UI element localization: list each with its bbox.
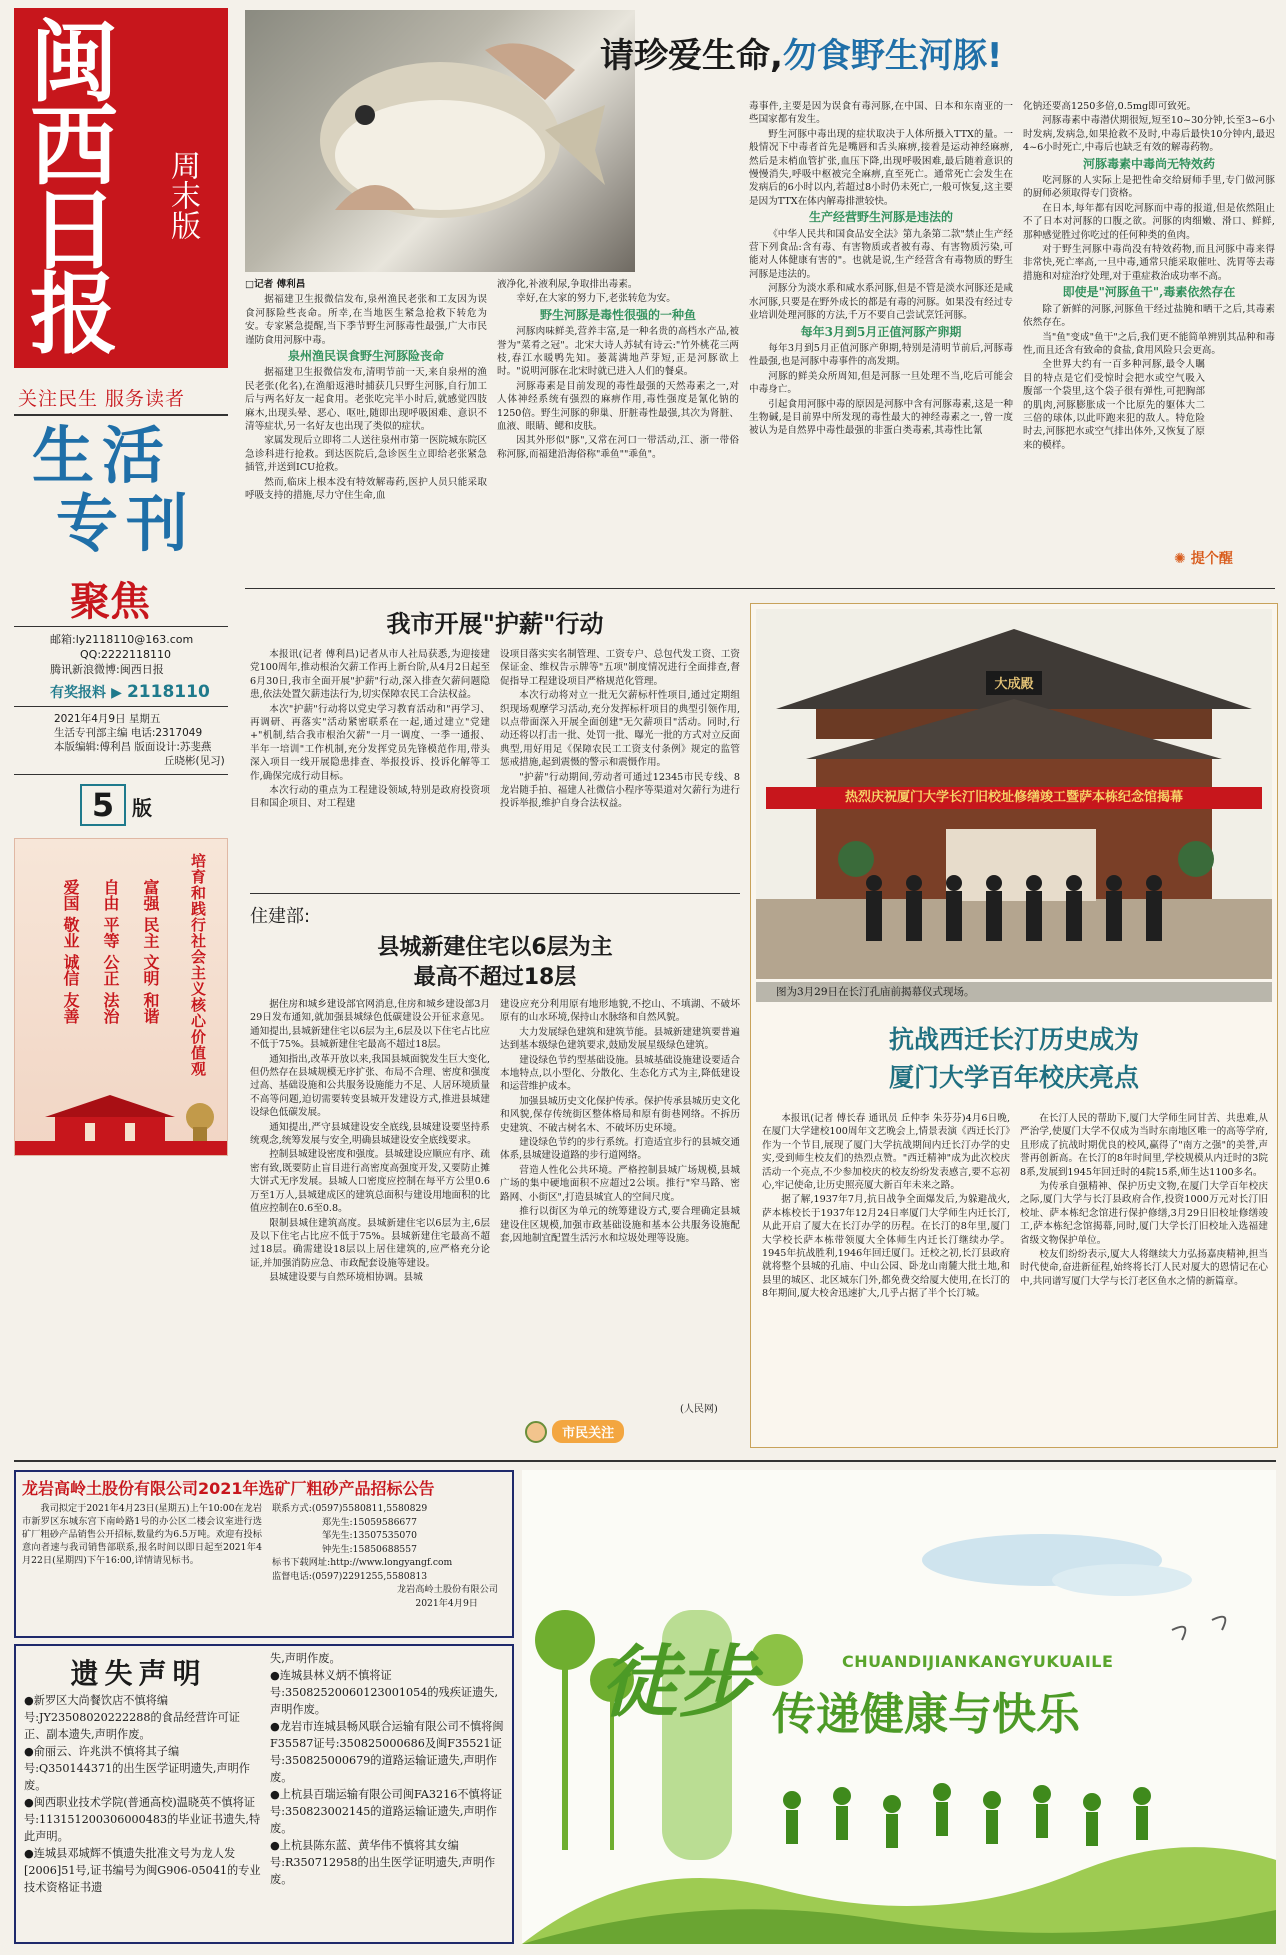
housing-col1-p2: 通知指出,改革开放以来,我国县城面貌发生巨大变化,但仍然存在县城规模无序扩张、布局不合理、密度和强度过高、基础设施和公共服务设施能力不足、人居环境质量不高等问题,迫切需要转变县城开发建设方式,推进县城建设绿色低碳发展。 [250,1053,490,1119]
xiamen-col2-p2: 为传承自强精神、保护历史文物,在厦门大学百年校庆之际,厦门大学与长汀县政府合作,投资1000万元对长汀旧校址、萨本栋纪念馆进行保护修缮,3月29日旧校址修缮竣工,萨本栋纪念馆揭幕,同时,厦门大学长汀旧校址入选福建省级文物保护单位。 [1020,1181,1268,1246]
slogan: 关注民生 服务读者 [18,388,186,410]
tender-contact [272,1502,508,1610]
puffer-headline-b: 勿食野生河豚! [782,36,1003,76]
core-values-col-3: 爱国 敬业 诚信 友善 [61,879,80,1024]
puffer-col4-p1: 化钠还要高1250多倍,0.5mg即可致死。 [1023,101,1197,112]
protect-bottom-rule [250,893,740,894]
xiamen-col2-p1: 在长汀人民的帮助下,厦门大学师生同甘苦、共患难,从严治学,使厦门大学不仅成为当时东南地区唯一的高等学府,且形成了抗战时期优良的校风,赢得了"南方之强"的美誉,声誉再创新高。在长汀的8年时间里,学校规模从内迁时的3院8系,发展到1945年回迁时的4院15系,师生达1100多名。 [1020,1113,1268,1178]
issue-info [54,712,234,768]
housing-title-2: 最高不超过18层 [413,965,577,990]
lost-item-8: ●上杭县百瑞运输有限公司闽FA3216不慎将证号:350823002145的道路运输证遗失,声明作废。 [270,1788,503,1835]
lost-item-3: ●闽西职业技术学院(普通高校)温晓英不慎将证号:113151200306000483的毕业证书遗失,特此声明。 [24,1796,261,1843]
core-values-col-1: 富强 民主 文明 和谐 [141,879,160,1024]
tender-person-2: 邹先生:13507535070 [322,1530,417,1541]
proofreader: 丘晓彬(见习) [164,755,225,767]
ad-slogan: 传递健康与快乐 [772,1689,1080,1740]
tender-date: 2021年4月9日 [415,1597,478,1609]
tender-site-link[interactable]: http://www.longyangf.com [330,1557,453,1568]
hotline-number: 2118110 [126,682,210,702]
puffer-subhead-2: 野生河豚是毒性很强的一种鱼 [539,307,696,322]
tender-title: 龙岩高岭土股份有限公司2021年选矿厂粗砂产品招标公告 [22,1479,435,1498]
puffer-col-1 [245,278,487,578]
core-values-title: 培育和践行社会主义核心价值观 [189,853,207,1077]
protect-col2-p1: 设项目落实实名制管理、工资专户、总包代发工资、工资保证金、维权告示牌等"五项"制度情况进行全面排查,督促指导工程建设项目严格规范化管理。 [500,649,740,687]
attendees-row [866,871,1166,941]
puffer-col1b-p1: 据福建卫生报微信发布,清明节前一天,来自泉州的渔民老张(化名),在渔船返港时捕获几只野生河豚,自行加工后与两名好友一起食用。老张吃完半小时后,就感觉四肢麻木,出现头晕、恶心、呕吐,随即出现呼吸困难、意识不清等症状,另一名好友也出现了类似的症状。 [245,367,487,433]
email: 邮箱:ly2118110@163.com [50,633,194,646]
special-title [32,419,232,560]
housing-col2-p6: 营造人性化公共环境。严格控制县城广场规模,县城广场的集中硬地面积不应超过2公顷。推行"窄马路、密路网、小街区",打造县城宜人的空间尺度。 [500,1164,740,1203]
housing-col2-p5: 建设绿色节约的步行系统。打造适宜步行的县城交通体系,县城建设道路的步行道网络。 [500,1137,740,1162]
housing-col2-p3: 建设绿色节约型基础设施。县城基础设施建设要适合本地特点,以小型化、分散化、生态化方式为主,降低建设和运营维护成本。 [500,1054,740,1093]
puffer-subhead-6: 即使是"河豚鱼干",毒素依然存在 [1062,285,1236,300]
core-values-col-2: 自由 平等 公正 法治 [101,879,120,1024]
ad-pinyin: CHUANDIJIANKANGYUKUAILE [842,1652,1114,1671]
puffer-col-4 [1023,100,1275,578]
section-rule [14,626,228,627]
lost-item-6: ●连城县林义炳不慎将证号:35082520060123001054的残疾证遗失,声明作废。 [270,1669,498,1716]
slogan-rule [14,414,228,416]
tiananmen-illustration [15,1087,228,1156]
tender-body: 我司拟定于2021年4月23日(星期五)上午10:00在龙岩市新罗区东城东宫下南岭路1号的办公区二楼会议室进行选矿厂粗砂产品销售公开招标,数量约为6.5万吨。欢迎有投标意向者速与我司销售部联系,报名时间以即日起至2021年4月22日(星期四)下午16:00,详情请见标书。 [22,1503,262,1566]
title-char-3: 日 [30,178,119,282]
housing-col-1 [250,998,490,1446]
tender-contact-phone: (0597)5580811,5580829 [311,1503,428,1514]
puffer-byline: □记者 傅利昌 [245,279,306,290]
housing-source: (人民网) [680,1404,718,1415]
masthead [0,0,240,1160]
issue-date: 2021年4月9日 星期五 [54,713,161,725]
info-rule [14,706,228,707]
housing-kicker: 住建部: [250,906,311,927]
xiamen-title-1: 抗战西迁长汀历史成为 [888,1025,1139,1054]
hotline-label: 有奖报料 [50,685,106,701]
tender-supervision: 监督电话:(0597)2291255,5580813 [272,1570,428,1582]
protect-col-1 [250,648,490,880]
attendees-illustration [866,871,1166,941]
tender-person-1: 郑先生:15059586677 [322,1516,417,1528]
tender-site-label: 标书下载网址: [272,1557,331,1568]
puffer-col2b-p2: 河豚毒素是目前发现的毒性最强的天然毒素之一,对人体神经系统有强烈的麻痹作用,毒性强度是氰化钠的1250倍。野生河豚的卵巢、肝脏毒性最强,其次为肾脏、血液、眼睛、鳃和皮肤。 [497,380,739,433]
core-values-box [14,838,228,1156]
special-char-3: 专 [56,487,119,560]
editor: 本版编辑:傅利昌 [54,741,132,753]
housing-title-1: 县城新建住宅以6层为主 [377,935,613,960]
housing-col1-p5: 限制县城住建筑高度。县城新建住宅以6层为主,6层及以下住宅占比应不低于75%。县城新建住宅最高不超过18层。确需建设18层以上居住建筑的,应严格充分论证,并加强消防应急、市政配套设施等建设。 [250,1217,490,1269]
puffer-col4b-p2: 在日本,每年都有因吃河豚而中毒的报道,但是依然阻止不了日本对河豚的口腹之欲。河豚的肉细嫩、滑口、鲜鲜,那种感觉胜过你吃过的任何种类的鱼肉。 [1023,202,1275,241]
puffer-col3c-p1: 每年3月到5月正值河豚产卵期,特别是清明节前后,河豚毒性最强,也是河豚中毒事件的高发期。 [749,342,1013,368]
puffer-col1b-p2: 家属发现后立即将二人送往泉州市第一医院城东院区急诊科进行抢救。到达医院后,急诊医生立即给老张紧急插管,并送到ICU抢救。 [245,435,487,474]
puffer-col3c-p3: 引起食用河豚中毒的原因是河豚中含有河豚毒素,这是一种生物碱,是目前界中所发现的毒性最大的神经毒素之一,曾一度被认为是自然界中毒性最强的非蛋白类毒素,其毒性比氰 [749,398,1013,437]
puffer-col4c-p2: 当"鱼"变成"鱼干"之后,我们更不能简单辨别其品种和毒性,而且还含有致命的食盐,食用风险只会更高。 [1023,331,1275,356]
pufferfish-illustration [245,10,635,272]
lost-item-7: ●龙岩市连城县畅风联合运输有限公司不慎将闽F35587证号:350825000686及闽F35521证号:350825000679的道路运输证遗失,声明作废。 [270,1720,504,1784]
lost-col-1 [24,1692,262,1942]
page-number: 5 [91,786,115,824]
housing-col1-p4: 控制县城建设密度和强度。县城建设应顺应有序、疏密有致,既要防止盲目进行高密度高强度开发,又要防止摊大饼式无序发展。县城人口密度应控制在每平方公里0.6万至1万人,县城建成区的建筑总面积与建设用地面积的比值应控制在0.6至0.8。 [250,1149,490,1215]
xiamen-col-2 [1020,1112,1268,1442]
xiamen-col1-p1: 本报讯(记者 傅长春 通讯员 丘仲李 朱芬芬)4月6日晚,在厦门大学建校100周年文艺晚会上,情景表演《西迁长汀》作为一个节目,展现了厦门大学抗战期间内迁长汀办学的史实,受到师生校友们的热烈点赞。"西迁精神"成为此次校庆活动一个亮点,不少参加校庆的校友纷纷发表感言,要不忘初心,牢记使命,让历史照亮厦大新百年未来之路。 [762,1113,1010,1192]
protect-col2-p3: "护薪"行动期间,劳动者可通过12345市民专线、8龙岩随手拍、福建人社微信小程序等渠道对欠薪行为进行投诉举报,维护自身合法权益。 [500,771,740,810]
page-rule-top [14,774,228,775]
hotline-arrow-icon: ▶ [111,685,122,701]
puffer-col4b-p3: 对于野生河豚中毒尚没有特效药物,而且河豚中毒来得非常快,死亡率高,一旦中毒,通常只能采取催吐、洗胃等去毒措施和对症治疗处理,对于重症救治成功率不高。 [1023,244,1275,282]
section-label: 聚焦 [70,579,150,625]
lost-item-4: ●连城县邓城辉不慎遗失批准文号为龙人发[2006]51号,证书编号为闽G906-05041的专业技术资格证书遗 [24,1847,261,1894]
puffer-col2-p1: 液净化,补液利尿,争取排出毒素。 [497,279,638,290]
puffer-col2b-p1: 河豚肉味鲜美,营养丰富,是一种名贵的高档水产品,被誉为"菜肴之冠"。北宋大诗人苏轼有诗云:"竹外桃花三两枝,春江水暖鸭先知。蒌蒿满地芦芽短,正是河豚欲上时。"说明河豚在北宋时就已进入人们的餐桌。 [497,326,739,378]
title-char-1: 闽 [30,10,119,114]
page-label: 版 [132,796,152,820]
housing-col1-p1: 据住房和城乡建设部官网消息,住房和城乡建设部3月29日发布通知,就加强县城绿色低碳建设公开征求意见。通知提出,县城新建住宅以6层为主,6层及以下住宅占比应不低于75%。县城新建住宅最高不超过18层。 [250,999,490,1051]
puffer-col3c-p2: 河豚的鲜美众所周知,但是河豚一旦处理不当,吃后可能会中毒身亡。 [749,370,1013,396]
puffer-col2-p2: 幸好,在大家的努力下,老张转危为安。 [516,293,676,305]
protect-title: 我市开展"护薪"行动 [386,610,604,638]
ceremony-banner: 热烈庆祝厦门大学长汀旧校址修缮竣工暨萨本栋纪念馆揭幕 [766,787,1262,809]
xiamen-caption: 图为3月29日在长汀孔庙前揭幕仪式现场。 [756,982,1272,1002]
protect-col1-p1: 本报讯(记者 傅利昌)记者从市人社局获悉,为迎接建党100周年,推动根治欠薪工作再上新台阶,从4月2日起至6月30日,我市全面开展"护薪"行动,深入排查欠薪问题隐患,依法处置欠薪违法行为,切实保障农民工合法权益。 [250,649,490,701]
protect-col1-p3: 本次行动的重点为工程建设领域,特别是政府投资项目和国企项目、对工程建 [250,785,490,810]
housing-col2-p1: 建设应充分利用原有地形地貌,不挖山、不填湖、不破坏原有的山水环境,保持山水脉络和自然风貌。 [500,999,740,1024]
special-char-4: 刊 [126,487,189,560]
hall-sign: 大成殿 [994,677,1034,692]
puffer-subhead-1: 泉州渔民误食野生河豚险丧命 [287,349,444,364]
puffer-subhead-3: 生产经营野生河豚是违法的 [808,210,953,225]
bottom-section-rule [14,1460,1276,1462]
puffer-col2b-p3: 因其外形似"豚",又常在河口一带活动,江、浙一带俗称河豚,而福建沿海俗称"乖鱼""乖鱼"。 [497,435,739,460]
lost-title: 遗失声明 [70,1657,207,1690]
housing-col-2 [500,998,740,1398]
citizen-focus-tag [525,1420,665,1446]
page-number-box [80,784,126,826]
protect-col-2 [500,648,740,880]
xiamen-col2-p3: 校友们纷纷表示,厦大人将继续大力弘扬嘉庚精神,担当时代使命,奋进新征程,始终将长汀人民对厦大的恩情记在心中,共同谱写厦门大学与长汀老区鱼水之情的新篇章。 [1020,1249,1268,1287]
citizen-avatar-icon [525,1421,547,1443]
lost-item-1: ●新罗区大尚餐饮店不慎将编号:JY23508020222288的食品经营许可证正、副本遗失,声明作废。 [24,1694,240,1741]
title-char-4: 报 [30,262,119,366]
puffer-col4c-p3: 全世界大约有一百多种河豚,最令人瞩目的特点是它们受惊时会把水或空气吸入腹部一个袋里,这个袋子很有弹性,可把胸部的肌肉,河豚膨胀成一个比原先的躯体大二三倍的球体,以此吓跑来犯的敌人。特危险时去,河豚把水或空气排出体外,又恢复了原来的模样。 [1023,359,1205,451]
puffer-subhead-5: 河豚毒素中毒尚无特效药 [1082,156,1215,171]
tender-notice [14,1470,514,1638]
lost-item-5: 失,声明作废。 [270,1652,341,1665]
puffer-col-2 [497,278,739,578]
housing-col2-p4: 加强县城历史文化保护传承。保护传承县城历史文化和风貌,保存传统街区整体格局和原有街巷网络。不拆历史建筑、不破古树名木、不破坏历史环境。 [500,1095,740,1134]
special-char-1: 生 [32,419,95,492]
puffer-col1-p1: 据福建卫生报微信发布,泉州渔民老张和工友因为误食河豚险些丧命。所幸,在当地医生紧急抢救下转危为安。专家紧急提醒,当下季节野生河豚毒性最强,广大市民谨防食用河豚中毒。 [245,294,487,346]
weibo: 腾讯新浪微博:闽西日报 [50,663,164,676]
tender-person-3: 钟先生:15850688557 [322,1543,417,1555]
qq: QQ:2222118110 [80,648,172,661]
xiamen-col1-p2: 据了解,1937年7月,抗日战争全面爆发后,为躲避战火,萨本栋校长于1937年12月24日率厦门大学师生内迁长汀,从此开启了厦大在长汀办学的历程。在长汀的8年里,厦门大学校长萨本栋带领厦大全体师生内迁长汀继续办学。1945年抗战胜利,1946年回迁厦门。迁校之初,长汀县政府就将整个县城的孔庙、中山公园、卧龙山南麓大批土地,和县里的城区、北区城东门外,都免费交给厦大使用,在长汀的8年期间,厦大校舍迅速扩大,几乎占据了半个长汀城。 [762,1194,1010,1300]
xiamen-col-1 [762,1112,1010,1442]
health-ad [522,1470,1276,1944]
tender-company: 龙岩高岭土股份有限公司 [396,1584,498,1595]
ad-big-text: 徒步 [600,1637,757,1728]
lost-item-2: ●俞丽云、许兆洪不慎将其子编号:Q350144371的出生医学证明遗失,声明作废。 [24,1745,250,1792]
protect-col1-p2: 本次"护薪"行动将以党史学习教育活动和"再学习、再调研、再落实"活动紧密联系在一起,通过建立"党建+"机制,结合我市根治欠薪"一月一调度、一季一通报、半年一培训"工作机制,充分发挥党员先锋模范作用,带头深入项目一线开展隐患排查、举报投诉、投诉化解等工作,确保完成行动目标。 [250,703,490,782]
puffer-bottom-rule [245,588,1275,589]
lightbulb-icon: ✺ [1174,551,1186,567]
title-char-2: 西 [30,94,119,198]
puffer-col4b-p1: 吃河豚的人实际上是把性命交给厨师手里,专门做河豚的厨师必须取得专门资格。 [1023,175,1275,200]
housing-col1-p3: 通知提出,严守县城建设安全底线,县城建设要坚持系统观念,统筹发展与安全,明确县城建设安全底线要求。 [250,1121,490,1147]
edition-label: 周末版 [165,150,200,240]
puffer-photo [245,10,635,272]
puffer-col3b-p2: 河豚分为淡水系和咸水系河豚,但是不管是淡水河豚还是咸水河豚,只要是在野外成长的都是有毒的河豚。如果没有经过专业培训处理河豚的方法,千万不要自己尝试烹饪河豚。 [749,283,1013,322]
puffer-subhead-4: 每年3月到5月正值河豚产卵期 [800,324,962,339]
xiamen-title-2: 厦门大学百年校庆亮点 [888,1063,1139,1092]
xiamen-photo [756,609,1272,979]
puffer-col3-p2: 野生河豚中毒出现的症状取决于人体所摄入TTX的量。一般情况下中毒者首先是嘴唇和舌头麻痹,接着是运动神经麻痹,然后是末梢血管扩张,血压下降,出现呼吸困难,最后随着意识的慢慢消失,呼吸中枢被完全麻痹,直至死亡。通常死亡会发生在发病后的6小时以内,若超过8小时仍未死亡,一般可恢复,这主要是因为TTX在体内解毒排泄较快。 [749,128,1013,207]
tender-contact-label: 联系方式: [272,1503,312,1514]
dept-phone: 生活专刊部主编 电话:2317049 [54,727,203,739]
housing-col2-p2: 大力发展绿色建筑和建筑节能。县城新建建筑要普遍达到基本级绿色建筑要求,鼓励发展星级绿色建筑。 [500,1026,740,1052]
lost-col-2 [270,1650,508,1942]
remind-label: 提个醒 [1190,551,1233,567]
puffer-col1b-p3: 然而,临床上根本没有特效解毒药,医护人员只能采取呼吸支持的措施,尽力守住生命,血 [245,476,487,502]
special-char-2: 活 [102,419,165,492]
housing-col2-p7: 推行以街区为单元的统筹建设方式,要合理确定县城建设住区规模,加强市政基础设施和基本公共服务设施配套,因地制宜配置生活污水和垃圾处理等设施。 [500,1206,740,1244]
puffer-col3b-p1: 《中华人民共和国食品安全法》第九条第二款"禁止生产经营下列食品:含有毒、有害物质或者被有毒、有害物质污染,可能对人体健康有害的"。也就是说,生产经营含有毒物质的野生河豚是违法的。 [749,228,1013,280]
designer: 版面设计:苏斐燕 [134,741,212,753]
housing-col1-p6: 县城建设要与自然环境相协调。县城 [269,1272,423,1284]
lost-notice [14,1644,514,1944]
puffer-col3-p1: 毒事件,主要是因为误食有毒河豚,在中国、日本和东南亚的一些国家都有发生。 [749,101,1013,126]
puffer-col-3 [749,100,1013,578]
hotline [50,682,210,702]
citizen-focus-label: 市民关注 [552,1420,624,1443]
masthead-title [30,10,140,366]
lost-item-9: ●上杭县陈东蓝、黄华伟不慎将其女编号:R350712958的出生医学证明遗失,声明作废。 [270,1839,496,1886]
protect-col2-p2: 本次行动将对立一批无欠薪标杆性项目,通过定期组织现场观摩学习活动,充分发挥标杆项目的典型引领作用,以点带面深入开展全面创建"无欠薪项目"活动。同时,行动还将以打击一批、处罚一批、曝光一批的方式对立反面典型,用好用足《保障农民工工资支付条例》规定的监管惩戒措施,起到震慑的警示和震慑作用。 [500,690,740,769]
puffer-col4-p2: 河豚毒素中毒潜伏期很短,短至10~30分钟,长至3~6小时发病,发病急,如果抢救不及时,中毒后最快10分钟内,最迟4~6小时死亡,中毒后也缺乏有效的解毒药物。 [1023,115,1275,154]
puffer-headline [600,28,1002,77]
contact-block [50,632,230,677]
puffer-headline-a: 请珍爱生命, [600,36,783,76]
puffer-col4c-p1: 除了新鲜的河豚,河豚鱼干经过盐腌和晒干之后,其毒素依然存在。 [1023,303,1275,329]
remind-badge [1170,546,1237,570]
